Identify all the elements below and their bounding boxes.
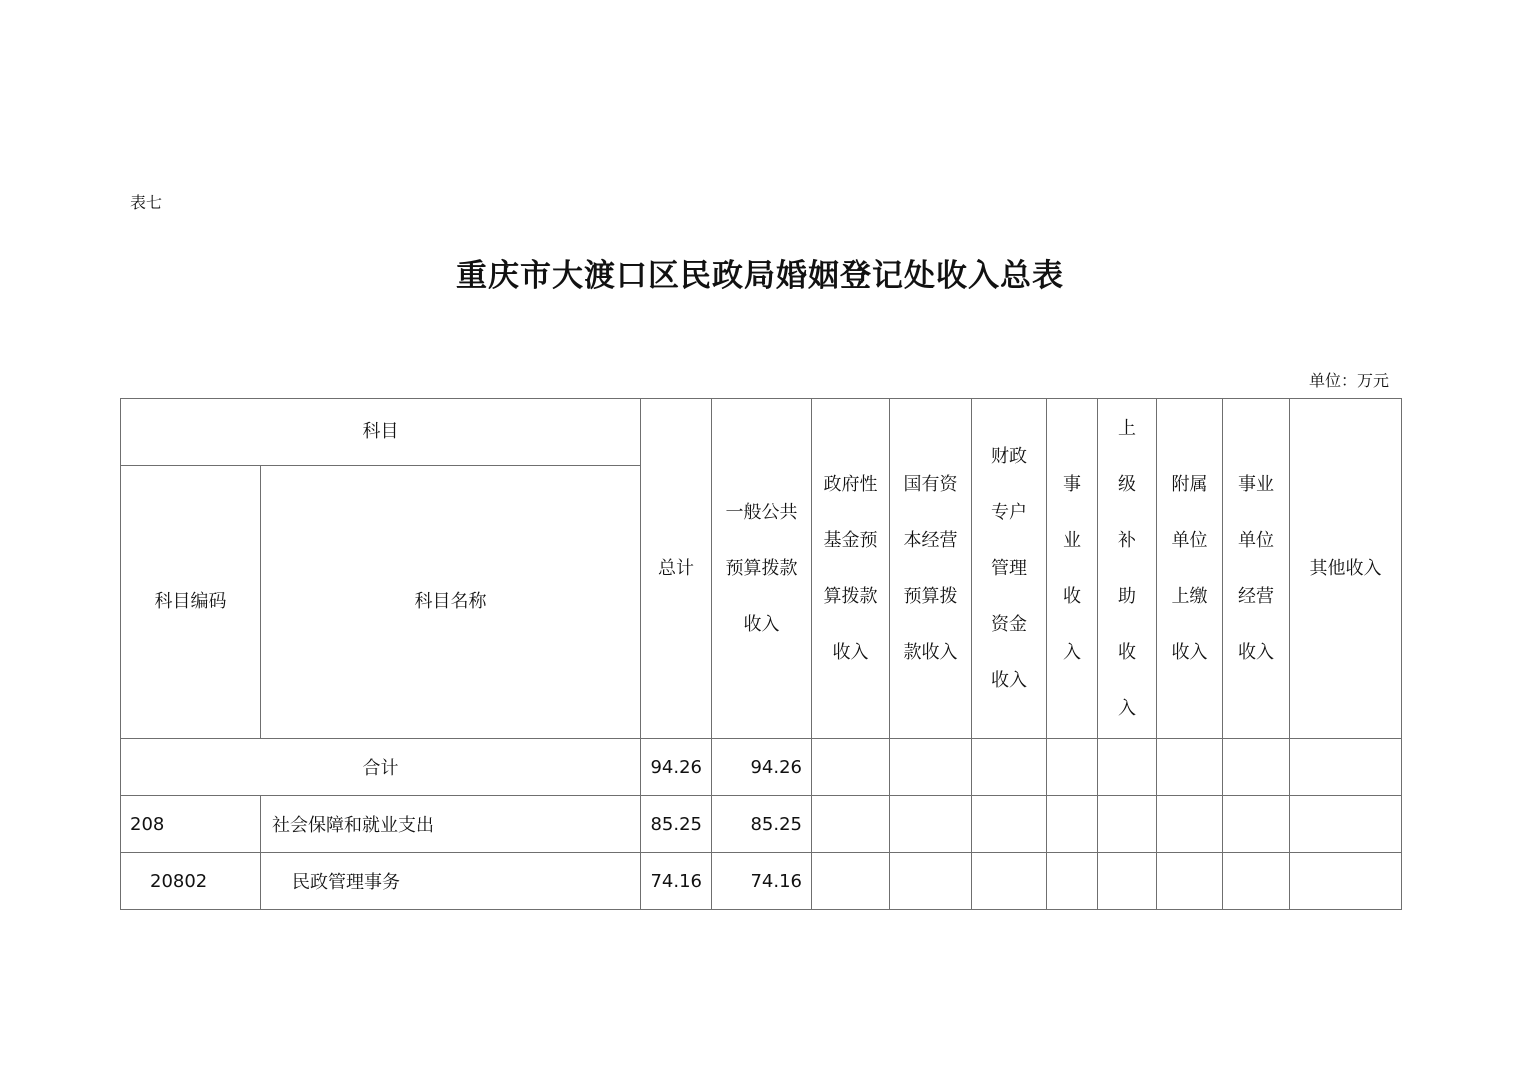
- empty-cell: [1157, 796, 1223, 853]
- header-subject-name: 科目名称: [261, 466, 641, 739]
- empty-cell: [1290, 796, 1402, 853]
- empty-cell: [1047, 853, 1098, 910]
- income-summary-table: [120, 398, 1402, 910]
- empty-cell: [890, 853, 972, 910]
- empty-cell: [1047, 739, 1098, 796]
- table-row: [121, 796, 1402, 853]
- header-business-operation: [1223, 399, 1290, 739]
- header-gov-fund: [812, 399, 890, 739]
- empty-cell: [972, 853, 1047, 910]
- header-affiliated-units: [1157, 399, 1223, 739]
- total-row-total: 94.26: [641, 739, 712, 796]
- total-row: [121, 739, 1402, 796]
- empty-cell: [1157, 739, 1223, 796]
- empty-cell: [1098, 796, 1157, 853]
- table-row: [121, 853, 1402, 910]
- header-gov-fund-text: 政府性基金预算拨款收入: [823, 473, 878, 663]
- row-name: 社会保障和就业支出: [261, 796, 641, 853]
- row-total: 74.16: [641, 853, 712, 910]
- header-business-income: [1047, 399, 1098, 739]
- unit-label: 单位：万元: [1308, 371, 1389, 390]
- empty-cell: [1098, 853, 1157, 910]
- header-total: 总计: [641, 399, 712, 739]
- empty-cell: [1223, 796, 1290, 853]
- empty-cell: [1047, 796, 1098, 853]
- total-row-general-budget: 94.26: [712, 739, 812, 796]
- row-total: 85.25: [641, 796, 712, 853]
- empty-cell: [890, 739, 972, 796]
- row-code: 20802: [121, 853, 261, 910]
- empty-cell: [972, 739, 1047, 796]
- empty-cell: [972, 796, 1047, 853]
- empty-cell: [812, 853, 890, 910]
- header-subject: 科目: [121, 399, 641, 466]
- header-affiliated-units-text: 附属单位上缴收入: [1171, 473, 1208, 663]
- table-number-label: 表七: [130, 193, 163, 212]
- header-fiscal-special: [972, 399, 1047, 739]
- header-state-capital: [890, 399, 972, 739]
- header-general-budget: [712, 399, 812, 739]
- empty-cell: [1290, 853, 1402, 910]
- empty-cell: [1157, 853, 1223, 910]
- header-superior-subsidy-text: 上级补助收入: [1118, 417, 1136, 719]
- row-general-budget: 85.25: [712, 796, 812, 853]
- empty-cell: [890, 796, 972, 853]
- header-fiscal-special-text: 财政专户管理资金收入: [991, 445, 1027, 691]
- header-superior-subsidy: [1098, 399, 1157, 739]
- header-business-income-text: 事业收入: [1063, 473, 1081, 663]
- header-subject-code: 科目编码: [121, 466, 261, 739]
- empty-cell: [1223, 739, 1290, 796]
- empty-cell: [1098, 739, 1157, 796]
- row-name: 民政管理事务: [261, 853, 641, 910]
- empty-cell: [1290, 739, 1402, 796]
- page-title: 重庆市大渡口区民政局婚姻登记处收入总表: [456, 258, 1064, 294]
- empty-cell: [812, 796, 890, 853]
- header-business-operation-text: 事业单位经营收入: [1238, 473, 1274, 663]
- empty-cell: [812, 739, 890, 796]
- header-general-budget-text: 一般公共预算拨款收入: [725, 501, 798, 635]
- row-general-budget: 74.16: [712, 853, 812, 910]
- empty-cell: [1223, 853, 1290, 910]
- header-other-income: 其他收入: [1290, 399, 1402, 739]
- header-state-capital-text: 国有资本经营预算拨款收入: [903, 473, 958, 663]
- row-code: 208: [121, 796, 261, 853]
- total-label: 合计: [121, 739, 641, 796]
